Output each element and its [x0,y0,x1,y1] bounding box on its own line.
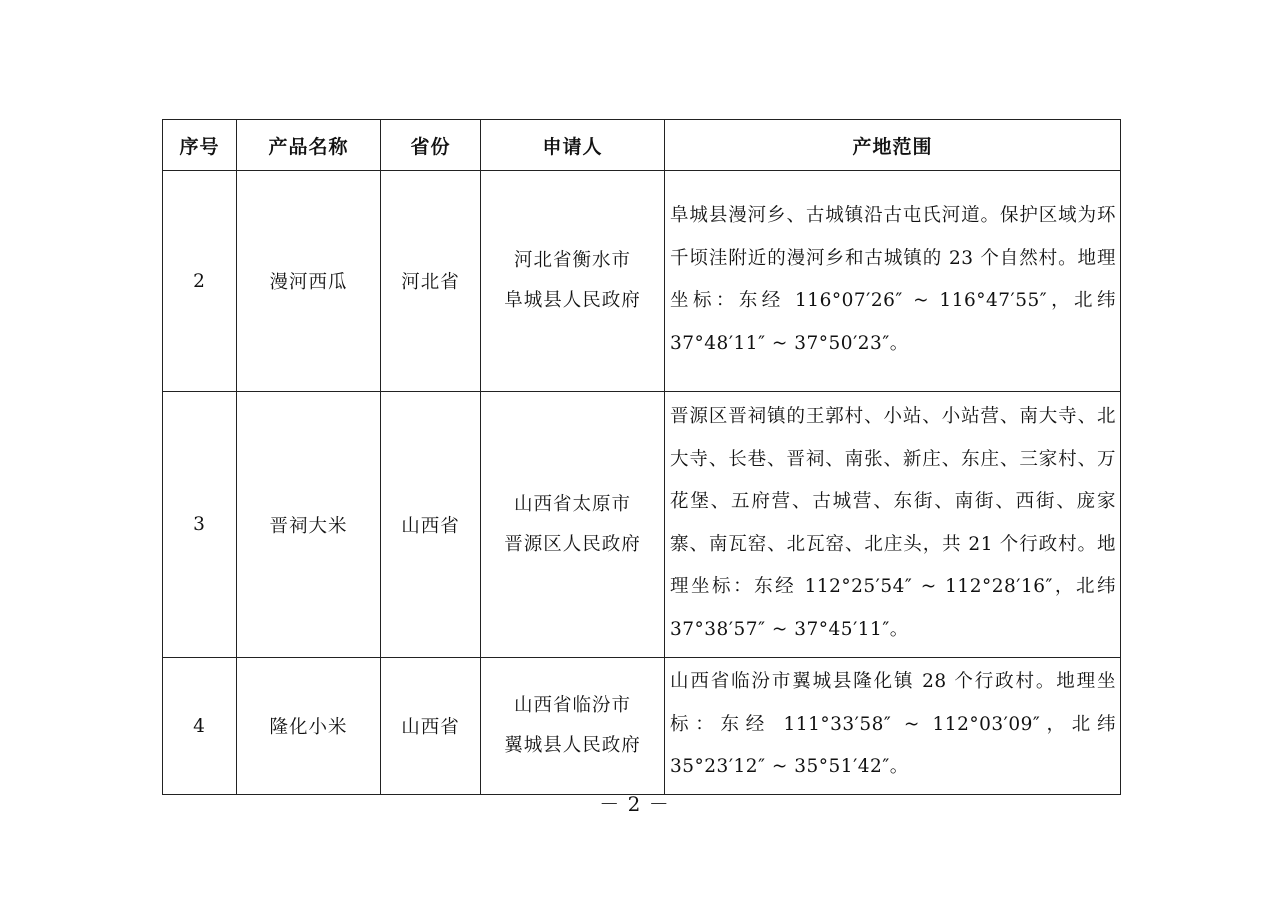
cell-province: 山西省 [381,392,481,658]
header-applicant: 申请人 [481,120,665,171]
header-product-name: 产品名称 [237,120,381,171]
cell-applicant [481,392,665,658]
cell-province: 河北省 [381,171,481,392]
table-row [163,392,1121,658]
cell-province: 山西省 [381,658,481,795]
applicant-line-2: 晋源区人民政府 [504,533,641,555]
header-no: 序号 [163,120,237,171]
applicant-line-2: 阜城县人民政府 [504,290,641,311]
cell-product-name: 晋祠大米 [237,392,381,658]
cell-applicant [481,171,665,392]
cell-product-name: 漫河西瓜 [237,171,381,392]
cell-applicant [481,658,665,795]
header-production-area: 产地范围 [665,120,1121,171]
table-header [163,120,1121,171]
cell-no: 2 [163,171,237,392]
applicant-line-1: 山西省太原市 [513,493,631,515]
applicant-line-1: 山西省临汾市 [513,695,631,716]
cell-product-name: 隆化小米 [237,658,381,795]
cell-no: 3 [163,392,237,658]
table-row [163,171,1121,392]
cell-production-area: 阜城县漫河乡、古城镇沿古屯氏河道。保护区域为环千顷洼附近的漫河乡和古城镇的 23 个自然村。地理坐标：东经 116°07′26″ ~ 116°47′55″，北纬 37°48′11″ ~ 37°50′23″。 [665,171,1121,392]
cell-production-area: 山西省临汾市翼城县隆化镇 28 个行政村。地理坐标：东经 111°33′58″ ~ 112°03′09″，北纬 35°23′12″ ~ 35°51′42″。 [665,658,1121,795]
page-number: － 2 － [599,792,670,816]
header-province: 省份 [381,120,481,171]
table-row [163,658,1121,795]
table-body [163,171,1121,795]
cell-no: 4 [163,658,237,795]
applicant-line-2: 翼城县人民政府 [504,735,641,756]
applicant-line-1: 河北省衡水市 [513,250,631,271]
product-table [162,119,1121,795]
cell-production-area: 晋源区晋祠镇的王郭村、小站、小站营、南大寺、北大寺、长巷、晋祠、南张、新庄、东庄、三家村、万花堡、五府营、古城营、东街、南街、西街、庞家寨、南瓦窑、北瓦窑、北庄头，共 21 个行政村。地理坐标：东经 112°25′54″ ~ 112°28′16″，北纬 37°38′57″ ~ 37°45′11″。 [665,392,1121,658]
